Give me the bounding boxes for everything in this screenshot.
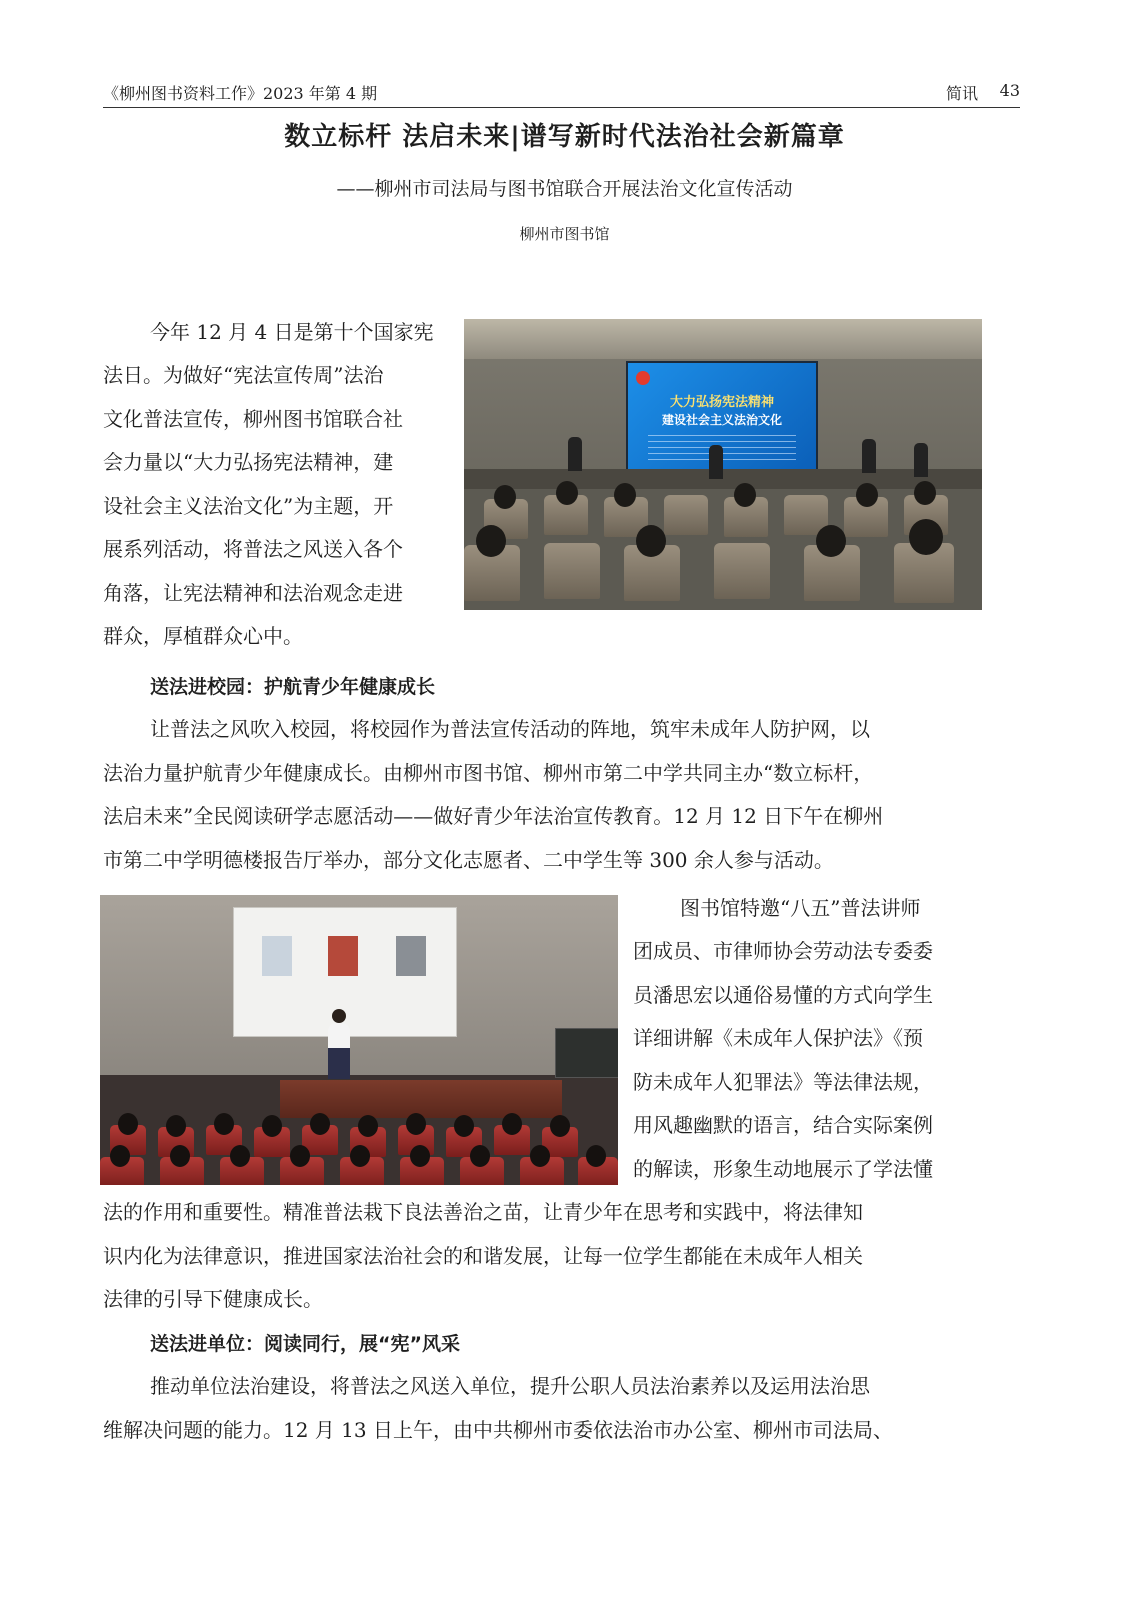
text-line: 推动单位法治建设，将普法之风送入单位，提升公职人员法治素养以及运用法治思 — [150, 1374, 870, 1398]
section-heading: 送法进校园：护航青少年健康成长 — [150, 676, 436, 698]
speaker-figure — [328, 1023, 350, 1079]
text-line: 法的作用和重要性。精准普法栽下良法善治之苗，让青少年在思考和实践中，将法律知 — [103, 1200, 863, 1224]
text-line: 的解读，形象生动地展示了学法懂 — [633, 1157, 933, 1181]
text-line: 群众，厚植群众心中。 — [103, 624, 303, 648]
text-line: 角落，让宪法精神和法治观念走进 — [103, 581, 403, 605]
text-line: 展系列活动，将普法之风送入各个 — [103, 537, 403, 561]
page-number: 43 — [999, 81, 1020, 100]
article-subtitle: ——柳州市司法局与图书馆联合开展法治文化宣传活动 — [336, 178, 793, 200]
text-line: 详细讲解《未成年人保护法》《预 — [633, 1026, 923, 1050]
text-line: 图书馆特邀“八五”普法讲师 — [680, 896, 921, 920]
text-line: 设社会主义法治文化”为主题，开 — [103, 494, 394, 518]
text-line: 会力量以“大力弘扬宪法精神，建 — [103, 450, 394, 474]
text-line: 法启未来”全民阅读研学志愿活动——做好青少年法治宣传教育。12 月 12 日下午在柳州 — [103, 804, 884, 828]
text-line: 员潘思宏以通俗易懂的方式向学生 — [633, 983, 933, 1007]
text-line: 市第二中学明德楼报告厅举办，部分文化志愿者、二中学生等 300 余人参与活动。 — [103, 848, 834, 872]
text-line: 法日。为做好“宪法宣传周”法治 — [103, 363, 384, 387]
text-line: 识内化为法律意识，推进国家法治社会的和谐发展，让每一位学生都能在未成年人相关 — [103, 1244, 863, 1268]
text-line: 今年 12 月 4 日是第十个国家宪 — [150, 320, 434, 344]
article-title: 数立标杆 法启未来|谱写新时代法治社会新篇章 — [284, 122, 845, 152]
section-label: 简讯 — [945, 84, 978, 103]
screen-subtitle: 建设社会主义法治文化 — [661, 413, 782, 427]
journal-name: 《柳州图书资料工作》2023 年第 4 期 — [103, 84, 378, 103]
text-line: 让普法之风吹入校园，将校园作为普法宣传活动的阵地，筑牢未成年人防护网，以 — [150, 717, 870, 741]
article-author: 柳州市图书馆 — [519, 225, 610, 243]
screen-title: 大力弘扬宪法精神 — [669, 395, 774, 410]
text-line: 团成员、市律师协会劳动法专委委 — [633, 939, 933, 963]
running-header — [103, 79, 1020, 108]
section-heading: 送法进单位：阅读同行，展“宪”风采 — [150, 1333, 460, 1355]
text-line: 防未成年人犯罪法》等法律法规， — [633, 1070, 933, 1094]
text-line: 维解决问题的能力。12 月 13 日上午，由中共柳州市委依法治市办公室、柳州市司法局、 — [103, 1418, 893, 1442]
lecture-photo — [100, 895, 618, 1185]
auditorium-photo — [464, 319, 982, 610]
text-line: 文化普法宣传，柳州图书馆联合社 — [103, 407, 403, 431]
text-line: 用风趣幽默的语言，结合实际案例 — [633, 1113, 933, 1137]
text-line: 法治力量护航青少年健康成长。由柳州市图书馆、柳州市第二中学共同主办“数立标杆， — [103, 761, 874, 785]
text-line: 法律的引导下健康成长。 — [103, 1287, 323, 1311]
